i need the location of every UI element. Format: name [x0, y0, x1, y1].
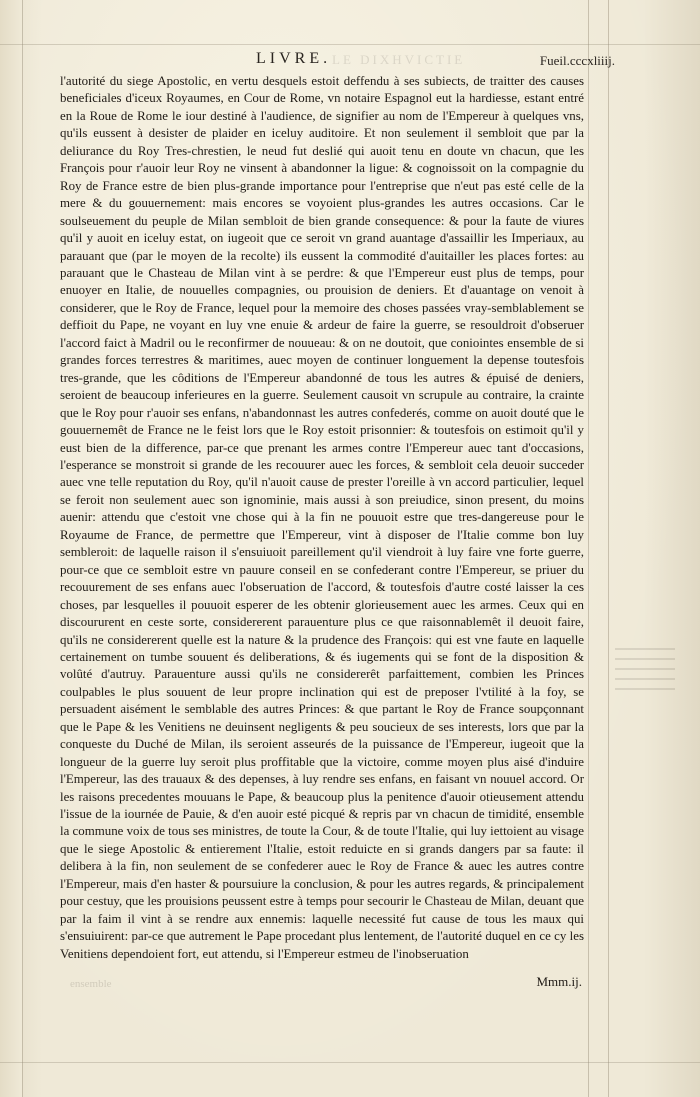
show-through-title: LE DIXHVICTIE	[332, 52, 466, 67]
scan-rule-edge	[608, 0, 609, 1097]
page-body	[60, 73, 584, 961]
gutter-fold	[0, 0, 22, 1097]
scan-rule-left	[22, 0, 23, 1097]
scan-rule-top	[0, 44, 700, 45]
scan-rule-right	[588, 0, 589, 1097]
running-title: LIVRE.	[256, 50, 332, 67]
show-through-catchword: ensemble	[70, 978, 112, 990]
folio-number: Fueil.cccxliiij.	[539, 53, 615, 68]
body-paragraph: l'autorité du siege Apostolic, en vertu desquels estoit deffendu à ses subiects, de traitter des causes beneficiales d'iceux Royaumes, en Cour de Rome, vn notaire Espagnol eut la hardiesse, estant entré en la Roue de Rome le iour destiné à l'audience, de signifier au nom de l'Empereur à quelques vns, qu'ils eussent à desister de plaider en iceluy auditoire. Et non seulement il sembloit que par la deliurance du Roy Tres-chrestien, le neud fut deslié qui auoit tenu en doute vn chacun, que les François pour r'auoir leur Roy ne vinsent à abandonner la ligue: & cognoissoit on la compagnie du Roy de France estre de bien plus-grande importance pour l'entreprise que n'eut pas esté celle de la mere & du gouuernement: mais encores se voyoient plus-grandes les autres occasions. Car le soulseuement du peuple de Milan sembloit de bien grande consequence: & pour la faute de viures qu'il y auoit en iceluy estat, on iugeoit que ce seroit vn grand auantage d'assaillir les Imperiaux, au parauant que (par le moyen de la recolte) ils eussent la commodité d'auitailler les places fortes: au parauant que le Chasteau de Milan vint à se perdre: & que l'Empereur eust plus de temps, pour enuoyer en Italie, de nouuelles compagnies, ou prouision de deniers. Et d'auantage on venoit à considerer, que le Roy de France, lequel pour la memoire des choses passées vray-semblablement se deffioit du Pape, ne voyant en luy vne enuie & ardeur de faire la guerre, se resouldroit d'obseruer l'accord faict à Madril ou le reconfirmer de nouueau: & on ne doutoit, que coniointes ensemble de si grandes forces terrestres & maritimes, auec moyen de continuer longuement la depense toutesfois tres-grande, que les côditions de l'Empereur abandonné de tous les autres & épuisé de deniers, seroient de beaucoup inferieures en la guerre. Seulement causoit vn scrupule au contraire, la crainte que le Roy pour r'auoir ses enfans, n'abandonnast les autres confederés, comme on auoit douté que le gouuernemêt de France ne le feist lors que le Roy estoit prisonnier: & toutesfois on estimoit qu'il y eust bien de la difference, par-ce que prenant les armes contre l'Empereur auec tant d'occasions, l'esperance se monstroit si grande de les recouurer auec les forces, & sembloit cela deuoir succeder auec vne telle reputation du Roy, qu'il n'auoit cause de prester l'oreille à vn accord particulier, lequel se feroit non seulement auec son ignominie, mais aussi à son preiudice, sinon present, du moins auenir: attendu que c'estoit vne chose qui à la fin ne pouuoit estre que tres-dangereuse pour le Royaume de France, de permettre que l'Empereur, vint à disposer de l'Italie comme bon luy sembleroit: de laquelle raison il s'ensuiuoit pareillement qu'il viendroit à luy faire vne forte guerre, pour-ce que ce sembloit estre vn pauure conseil en se confederant contre l'Empereur, se priuer du recouurement de ses enfans auec l'obseruation de l'accord, & toutesfois d'autre costé laisser la ces choses, par lesquelles il pouuoit esperer de les obtenir glorieusement auec les armes. Ceux qui en discoururent en ceste sorte, considererent parauenture plus ce que raisonnablemêt il deuoit faire, qu'ils ne considererent quelle est la nature & la prudence des François: qui est vne faute en laquelle certainement on tumbe souuent és deliberations, & és iugements qui se font de la disposition & volûté d'autruy. Parauenture aussi qu'ils ne considererêt parfaittement, combien les Princes coulpables le plus souuent de leur propre inclination qui est de preposer l'vtilité à la foy, se persuadent aisément le semblable des autres Princes: & que partant le Roy de France soupçonnant que le Pape & les Venitiens ne deuinsent negligents & peu soucieux de ses interests, lors que par la conqueste du Duché de Milan, ils seroient asseurés de la puissance de l'Empereur, iugeoit que la longueur de la guerre luy seroit plus proffitable que la victoire, comme moyen plus aisé d'induire l'Empereur, las des trauaux & des depenses, à luy rendre ses enfans, en faisant vn nouuel accord. Or les raisons precedentes mouuans le Pape, & beaucoup plus la penitence d'auoir otieusement attendu l'issue de la iournée de Pauie, & d'en auoir esté picqué & repris par vn chacun de timidité, ensemble la commune voix de tous ses ministres, de toute la Cour, & de toute l'Italie, qui luy iettoient au visage que le siege Apostolic & entierement l'Italie, estoit reduicte en si grands dangers par sa faute: il delibera à la fin, non seulement de se confederer auec le Roy de France & auec les autres contre l'Empereur, mais d'en haster & poursuiure la conclusion, & pour les autres regards, & principalement pour cestuy, que les prouisions peussent estre à temps pour secourir le Chasteau de Milan, deuant que par la faim il vint à se rendre aux ennemis: laquelle necessité fut cause de tous les maux qui s'ensuiuirent: par-ce que autrement le Pape procedant plus lentement, de l'autorité duquel en ce cy les Venitiens dependoient fort, eut attendu, si l'Empereur estmeu de l'inobseruation	[60, 74, 584, 961]
show-through-marks	[615, 640, 675, 710]
signature-mark: Mmm.ij.	[536, 974, 582, 989]
scan-rule-bottom	[0, 1062, 700, 1063]
page-header	[60, 50, 615, 72]
